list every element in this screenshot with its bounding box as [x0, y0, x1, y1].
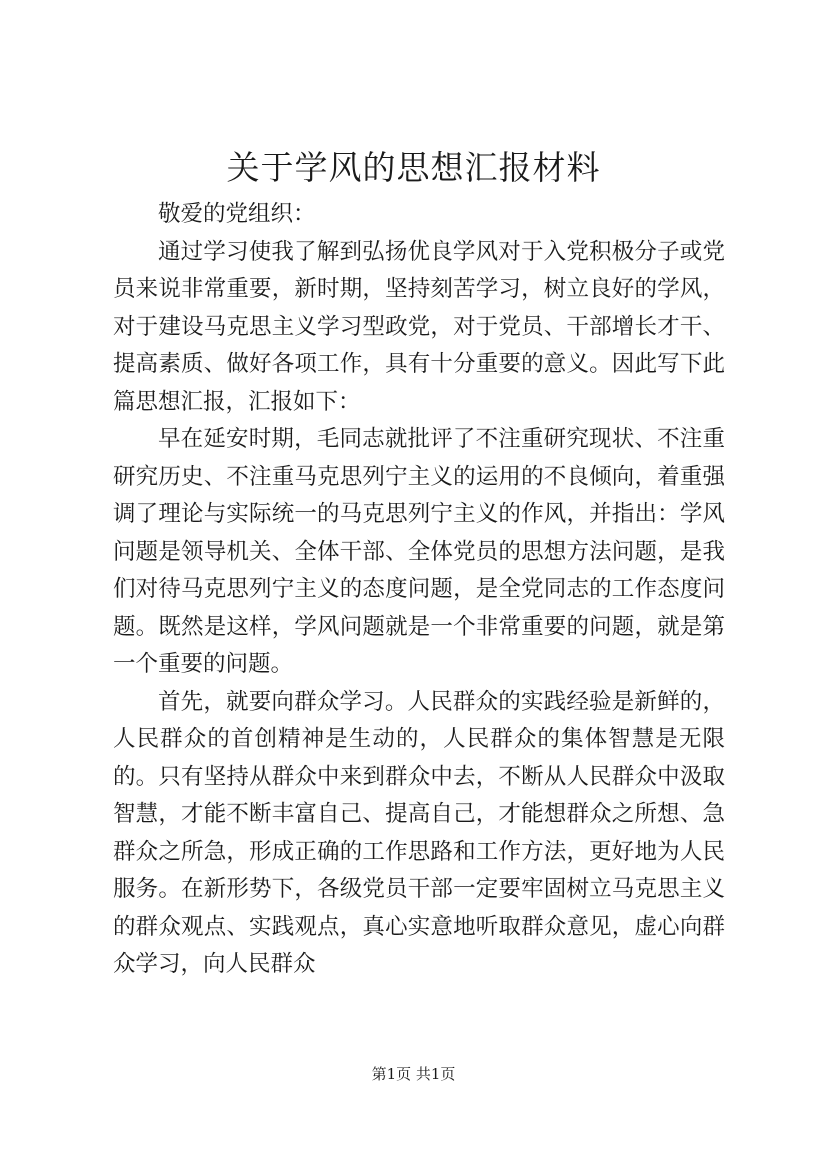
paragraph: 首先，就要向群众学习。人民群众的实践经验是新鲜的，人民群众的首创精神是生动的，人民群众的集体智慧是无限的。只有坚持从群众中来到群众中去，不断从人民群众中汲取智慧，才能不断丰富自己、提高自己，才能想群众之所想、急群众之所急，形成正确的工作思路和工作方法，更好地为人民服务。在新形势下，各级党员干部一定要牢固树立马克思主义的群众观点、实践观点，真心实意地听取群众意见，虚心向群众学习，向人民群众	[113, 688, 725, 977]
page-footer: 第1页 共1页	[371, 1065, 456, 1083]
salutation: 敬爱的党组织：	[158, 201, 316, 227]
paragraph: 通过学习使我了解到弘扬优良学风对于入党积极分子或党员来说非常重要，新时期，坚持刻苦学习，树立良好的学风，对于建设马克思主义学习型政党，对于党员、干部增长才干、提高素质、做好各项工作，具有十分重要的意义。因此写下此篇思想汇报，汇报如下：	[113, 238, 725, 415]
document-title: 关于学风的思想汇报材料	[226, 148, 601, 187]
paragraph: 早在延安时期，毛同志就批评了不注重研究现状、不注重研究历史、不注重马克思列宁主义的运用的不良倾向，着重强调了理论与实际统一的马克思列宁主义的作风，并指出：学风问题是领导机关、全体干部、全体党员的思想方法问题，是我们对待马克思列宁主义的态度问题，是全党同志的工作态度问题。既然是这样，学风问题就是一个非常重要的问题，就是第一个重要的问题。	[113, 426, 725, 677]
document-body	[113, 196, 725, 984]
